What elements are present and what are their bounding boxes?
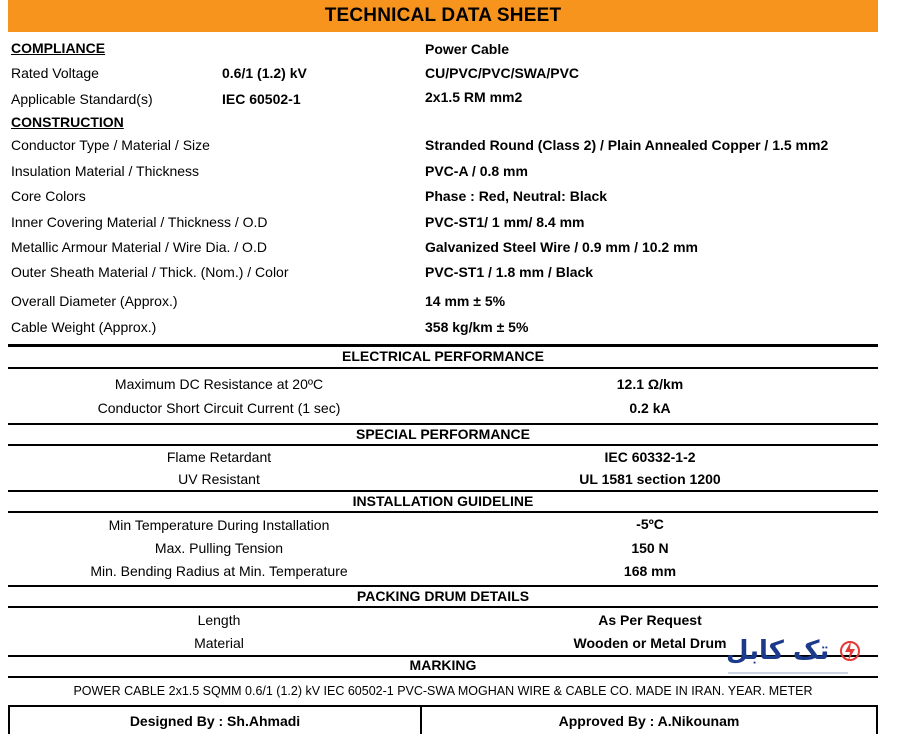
construction-label: Overall Diameter (Approx.) bbox=[11, 293, 178, 309]
approved-by: Approved By : A.Nikounam bbox=[558, 713, 740, 729]
special-value: IEC 60332-1-2 bbox=[604, 449, 696, 465]
construction-label: Cable Weight (Approx.) bbox=[11, 319, 157, 335]
packing-value: Wooden or Metal Drum bbox=[573, 635, 727, 651]
construction-heading: CONSTRUCTION bbox=[11, 114, 124, 130]
standard-value: IEC 60502-1 bbox=[222, 91, 301, 107]
construction-value: PVC-ST1/ 1 mm/ 8.4 mm bbox=[425, 214, 585, 230]
rated-voltage-label: Rated Voltage bbox=[11, 65, 99, 81]
watermark-logo bbox=[722, 632, 862, 682]
standard-label: Applicable Standard(s) bbox=[11, 91, 153, 107]
section-divider bbox=[8, 367, 878, 369]
lightning-bolt-icon bbox=[840, 638, 860, 664]
section-divider bbox=[8, 423, 878, 425]
installation-label: Min. Bending Radius at Min. Temperature bbox=[90, 563, 348, 579]
product-type: Power Cable bbox=[425, 41, 510, 57]
watermark-underline bbox=[728, 672, 848, 674]
installation-label: Max. Pulling Tension bbox=[154, 540, 284, 556]
watermark-text: تک کابل bbox=[726, 636, 830, 666]
electrical-label: Maximum DC Resistance at 20ºC bbox=[114, 376, 324, 392]
installation-label: Min Temperature During Installation bbox=[108, 517, 330, 533]
construction-label: Insulation Material / Thickness bbox=[11, 163, 200, 179]
construction-value: 14 mm ± 5% bbox=[425, 293, 506, 309]
electrical-heading: ELECTRICAL PERFORMANCE bbox=[342, 348, 544, 364]
construction-value: PVC-A / 0.8 mm bbox=[425, 163, 528, 179]
construction-label: Inner Covering Material / Thickness / O.D bbox=[11, 214, 268, 230]
section-divider bbox=[8, 606, 878, 608]
rated-voltage-value: 0.6/1 (1.2) kV bbox=[222, 65, 307, 81]
section-divider bbox=[8, 585, 878, 587]
packing-heading: PACKING DRUM DETAILS bbox=[356, 588, 530, 604]
marking-text: POWER CABLE 2x1.5 SQMM 0.6/1 (1.2) kV IEC 60502-1 PVC-SWA MOGHAN WIRE & CABLE CO. MADE IN IRAN. YEAR. METER bbox=[73, 684, 813, 698]
construction-value: PVC-ST1 / 1.8 mm / Black bbox=[425, 264, 594, 280]
designed-by: Designed By : Sh.Ahmadi bbox=[129, 713, 301, 729]
construction-label: Outer Sheath Material / Thick. (Nom.) / Color bbox=[11, 264, 289, 280]
document-title: TECHNICAL DATA SHEET bbox=[324, 5, 562, 26]
product-construction-code: CU/PVC/PVC/SWA/PVC bbox=[425, 65, 580, 81]
construction-value: 358 kg/km ± 5% bbox=[425, 319, 529, 335]
section-divider bbox=[8, 444, 878, 446]
special-value: UL 1581 section 1200 bbox=[579, 471, 721, 487]
special-label: UV Resistant bbox=[178, 471, 260, 487]
section-divider bbox=[8, 344, 878, 347]
construction-label: Metallic Armour Material / Wire Dia. / O.D bbox=[11, 239, 267, 255]
product-size: 2x1.5 RM mm2 bbox=[425, 89, 523, 105]
installation-heading: INSTALLATION GUIDELINE bbox=[352, 493, 534, 509]
construction-value: Stranded Round (Class 2) / Plain Annealed Copper / 1.5 mm2 bbox=[425, 137, 829, 153]
packing-label: Length bbox=[197, 612, 241, 628]
construction-label: Conductor Type / Material / Size bbox=[11, 137, 210, 153]
footer-border-right bbox=[876, 705, 878, 734]
special-label: Flame Retardant bbox=[166, 449, 272, 465]
packing-label: Material bbox=[194, 635, 244, 651]
installation-value: -5ºC bbox=[636, 516, 664, 532]
compliance-heading: COMPLIANCE bbox=[11, 40, 106, 56]
construction-value: Galvanized Steel Wire / 0.9 mm / 10.2 mm bbox=[425, 239, 698, 255]
section-divider bbox=[8, 511, 878, 513]
installation-value: 150 N bbox=[631, 540, 669, 556]
construction-label: Core Colors bbox=[11, 188, 86, 204]
section-divider bbox=[8, 490, 878, 492]
packing-value: As Per Request bbox=[598, 612, 702, 628]
construction-value: Phase : Red, Neutral: Black bbox=[425, 188, 608, 204]
marking-heading: MARKING bbox=[409, 657, 477, 673]
electrical-value: 0.2 kA bbox=[629, 400, 671, 416]
footer-divider bbox=[8, 705, 878, 707]
special-heading: SPECIAL PERFORMANCE bbox=[356, 426, 530, 442]
electrical-value: 12.1 Ω/km bbox=[616, 376, 684, 392]
electrical-label: Conductor Short Circuit Current (1 sec) bbox=[97, 400, 341, 416]
installation-value: 168 mm bbox=[623, 563, 677, 579]
